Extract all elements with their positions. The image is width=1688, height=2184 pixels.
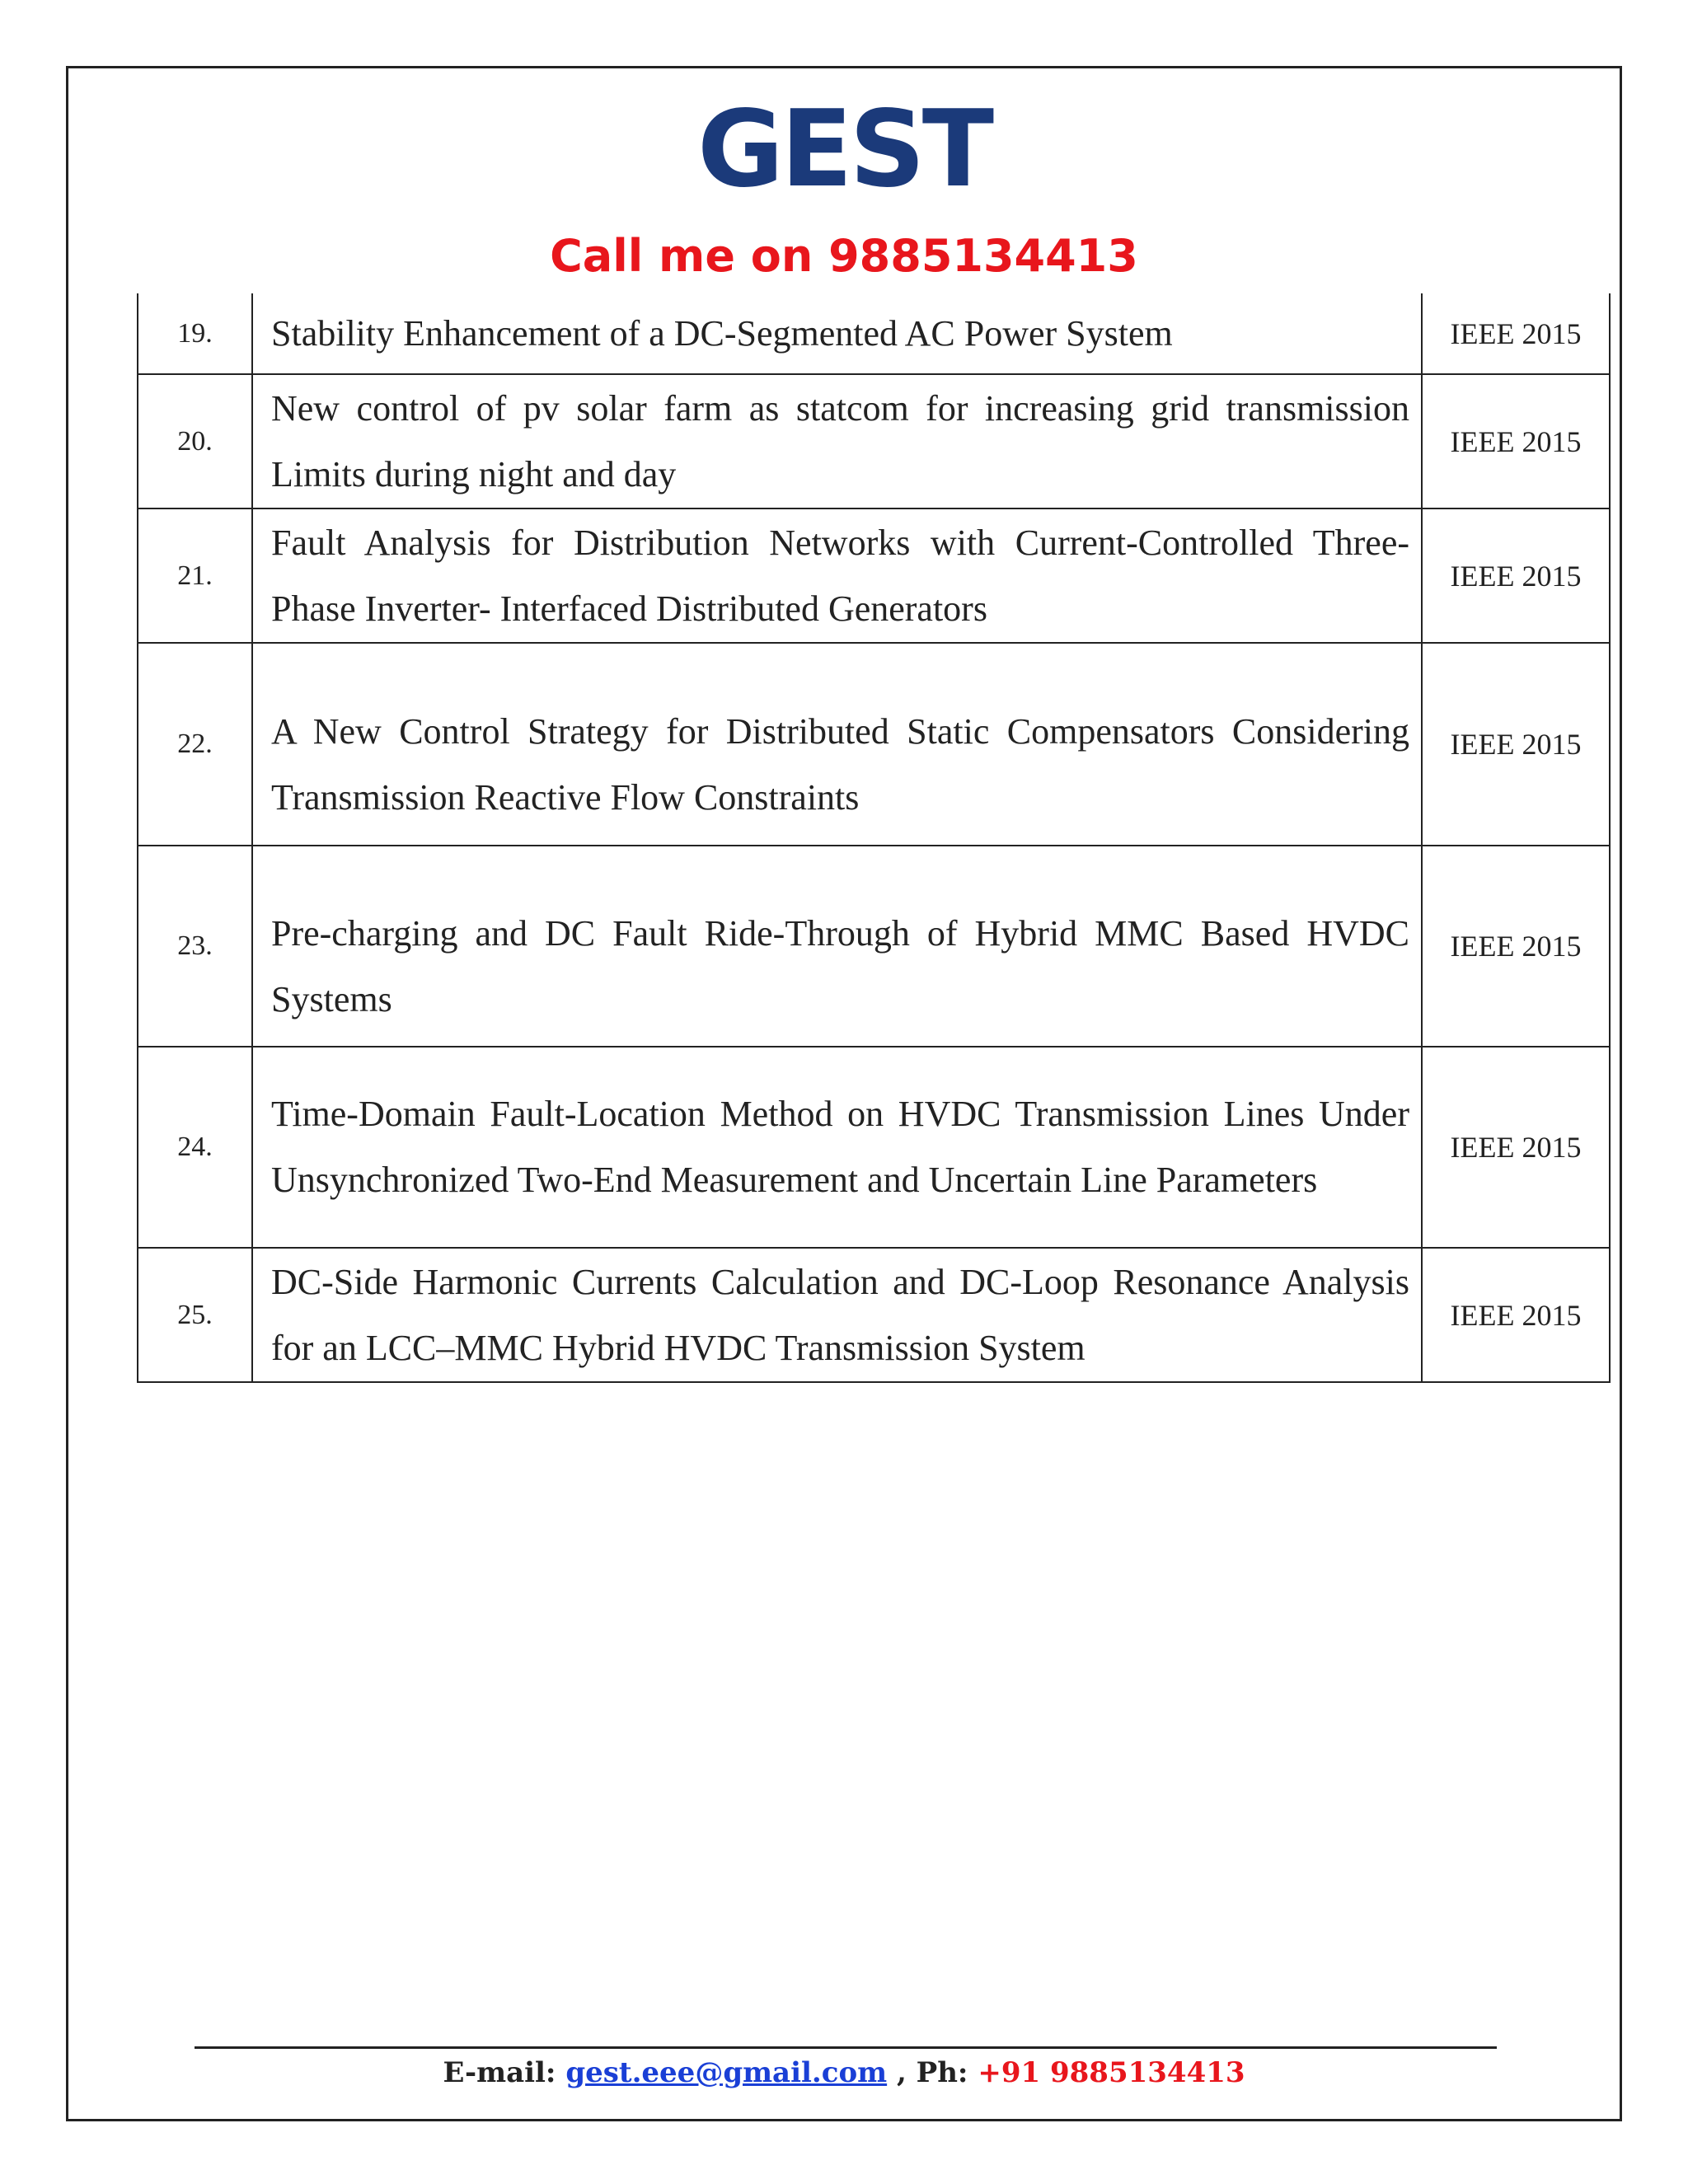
phone-number: +91 9885134413	[978, 2056, 1245, 2089]
row-number: 19.	[138, 293, 252, 374]
project-title: Fault Analysis for Distribution Networks with Current-Controlled Three-Phase Inverter- Interfaced Distributed Generators	[252, 509, 1422, 643]
project-year: IEEE 2015	[1422, 293, 1610, 374]
table-row	[138, 509, 1610, 643]
phone-label: , Ph:	[896, 2056, 968, 2089]
project-year: IEEE 2015	[1422, 643, 1610, 846]
project-year: IEEE 2015	[1422, 1248, 1610, 1382]
footer-divider	[195, 2046, 1497, 2049]
brand-title: GEST	[697, 88, 991, 211]
project-title: A New Control Strategy for Distributed Static Compensators Considering Transmission Reactive Flow Constraints	[252, 643, 1422, 846]
project-year: IEEE 2015	[1422, 1047, 1610, 1248]
table-row	[138, 293, 1610, 374]
project-table	[137, 293, 1611, 1383]
row-number: 20.	[138, 374, 252, 509]
call-line: Call me on 9885134413	[550, 230, 1138, 282]
row-number: 25.	[138, 1248, 252, 1382]
email-label: E-mail:	[443, 2056, 556, 2089]
footer-contact	[0, 2052, 1688, 2093]
table-row	[138, 374, 1610, 509]
table-row	[138, 1248, 1610, 1382]
project-year: IEEE 2015	[1422, 509, 1610, 643]
table-row	[138, 846, 1610, 1047]
table-row	[138, 643, 1610, 846]
project-title: Pre-charging and DC Fault Ride-Through of Hybrid MMC Based HVDC Systems	[252, 846, 1422, 1047]
project-year: IEEE 2015	[1422, 846, 1610, 1047]
project-table-wrap	[137, 293, 1609, 1383]
row-number: 23.	[138, 846, 252, 1047]
project-title: DC-Side Harmonic Currents Calculation and DC-Loop Resonance Analysis for an LCC–MMC Hybrid HVDC Transmission System	[252, 1248, 1422, 1382]
row-number: 24.	[138, 1047, 252, 1248]
row-number: 22.	[138, 643, 252, 846]
project-title: Stability Enhancement of a DC-Segmented AC Power System	[252, 293, 1422, 374]
project-title: New control of pv solar farm as statcom for increasing grid transmission Limits during night and day	[252, 374, 1422, 509]
row-number: 21.	[138, 509, 252, 643]
project-title: Time-Domain Fault-Location Method on HVDC Transmission Lines Under Unsynchronized Two-End Measurement and Uncertain Line Parameters	[252, 1047, 1422, 1248]
project-year: IEEE 2015	[1422, 374, 1610, 509]
table-row	[138, 1047, 1610, 1248]
email-link[interactable]: gest.eee@gmail.com	[565, 2056, 888, 2089]
